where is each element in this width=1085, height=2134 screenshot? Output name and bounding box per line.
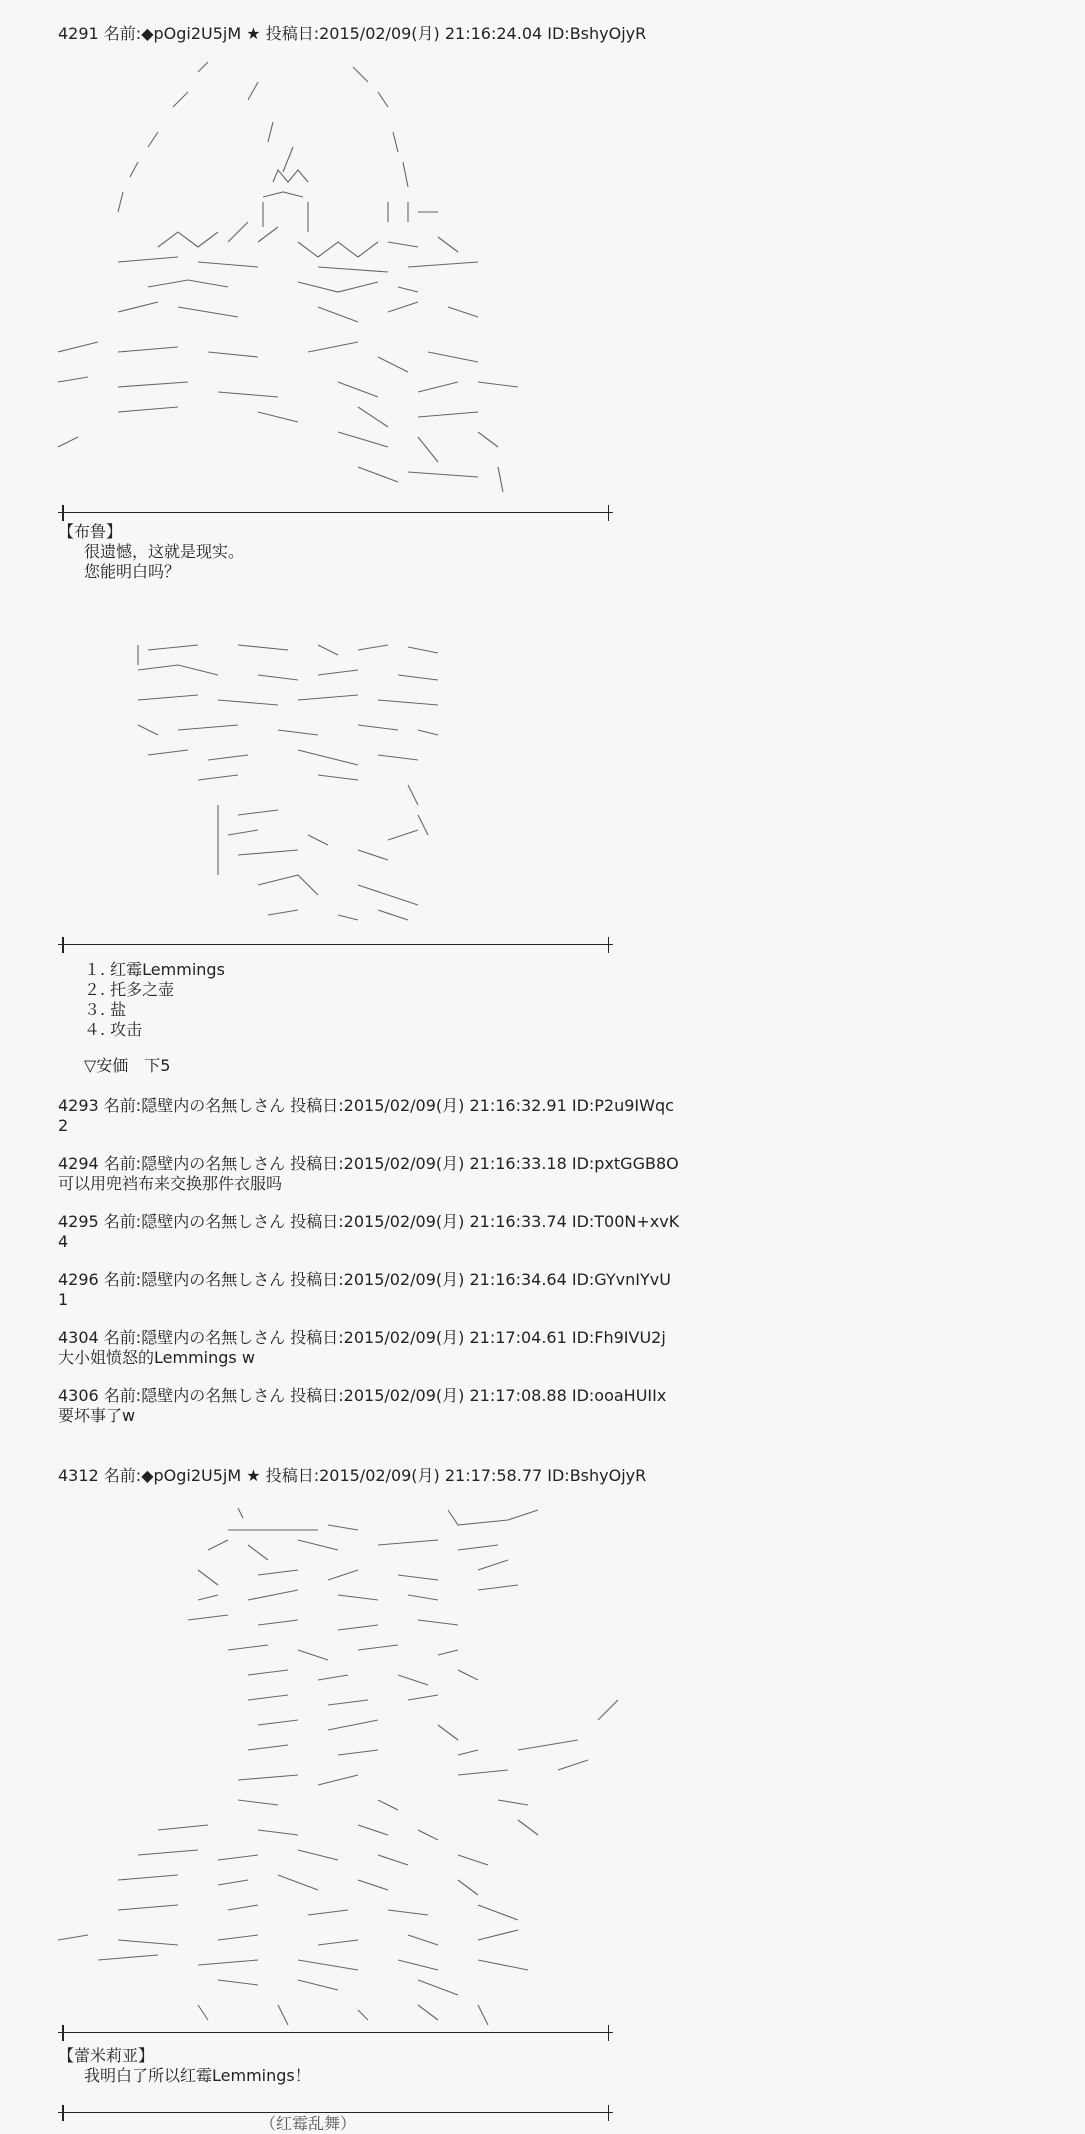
reply-body-4304: 大小姐愤怒的Lemmings w bbox=[58, 1348, 255, 1367]
option-1: １. 红霉Lemmings bbox=[84, 960, 225, 979]
option-2: ２. 托多之壶 bbox=[84, 980, 175, 999]
ascii-art-figure-2 bbox=[58, 635, 618, 935]
reply-body-4295: 4 bbox=[58, 1232, 69, 1251]
reply-header-4293: 4293 名前:隠壁内の名無しさん 投稿日:2015/02/09(月) 21:16:32.91 ID:P2u9IWqc bbox=[58, 1096, 674, 1115]
post-header-4291: 4291 名前:◆pOgi2U5jM ★ 投稿日:2015/02/09(月) 21:16:24.04 ID:BshyOjyR bbox=[58, 24, 647, 43]
speaker-label-bulu: 【布鲁】 bbox=[58, 522, 123, 541]
reply-header-4304: 4304 名前:隠壁内の名無しさん 投稿日:2015/02/09(月) 21:17:04.61 ID:Fh9IVU2j bbox=[58, 1328, 666, 1347]
reply-body-4293: 2 bbox=[58, 1116, 69, 1135]
speaker-label-remilia: 【蕾米莉亚】 bbox=[58, 2046, 155, 2065]
reply-header-4294: 4294 名前:隠壁内の名無しさん 投稿日:2015/02/09(月) 21:16:33.18 ID:pxtGGB8O bbox=[58, 1154, 679, 1173]
option-3: ３. 盐 bbox=[84, 1000, 127, 1019]
ascii-art-figure-3 bbox=[58, 1500, 618, 2030]
reply-body-4306: 要坏事了w bbox=[58, 1406, 136, 1425]
option-4: ４. 攻击 bbox=[84, 1020, 143, 1039]
ascii-art-figure-1 bbox=[58, 52, 618, 502]
vote-instruction: ▽安価 下5 bbox=[84, 1056, 171, 1075]
reply-body-4296: 1 bbox=[58, 1290, 69, 1309]
reply-header-4295: 4295 名前:隠壁内の名無しさん 投稿日:2015/02/09(月) 21:16:33.74 ID:T00N+xvK bbox=[58, 1212, 680, 1231]
dialogue-line-2: 您能明白吗？ bbox=[84, 562, 181, 581]
reply-body-4294: 可以用兜裆布来交换那件衣服吗 bbox=[58, 1174, 283, 1193]
post-header-4312: 4312 名前:◆pOgi2U5jM ★ 投稿日:2015/02/09(月) 21:17:58.77 ID:BshyOjyR bbox=[58, 1466, 647, 1485]
divider-3 bbox=[58, 2032, 613, 2033]
dialogue-line-remilia: 我明白了所以红霉Lemmings！ bbox=[84, 2066, 311, 2085]
divider-1 bbox=[58, 512, 613, 513]
reply-header-4306: 4306 名前:隠壁内の名無しさん 投稿日:2015/02/09(月) 21:17:08.88 ID:ooaHUIIx bbox=[58, 1386, 667, 1405]
divider-4 bbox=[58, 2112, 613, 2113]
trailing-caption: （红霉乱舞） bbox=[260, 2114, 357, 2133]
reply-header-4296: 4296 名前:隠壁内の名無しさん 投稿日:2015/02/09(月) 21:16:34.64 ID:GYvnIYvU bbox=[58, 1270, 671, 1289]
divider-2 bbox=[58, 944, 613, 945]
dialogue-line-1: 很遗憾，这就是现实。 bbox=[84, 542, 245, 561]
